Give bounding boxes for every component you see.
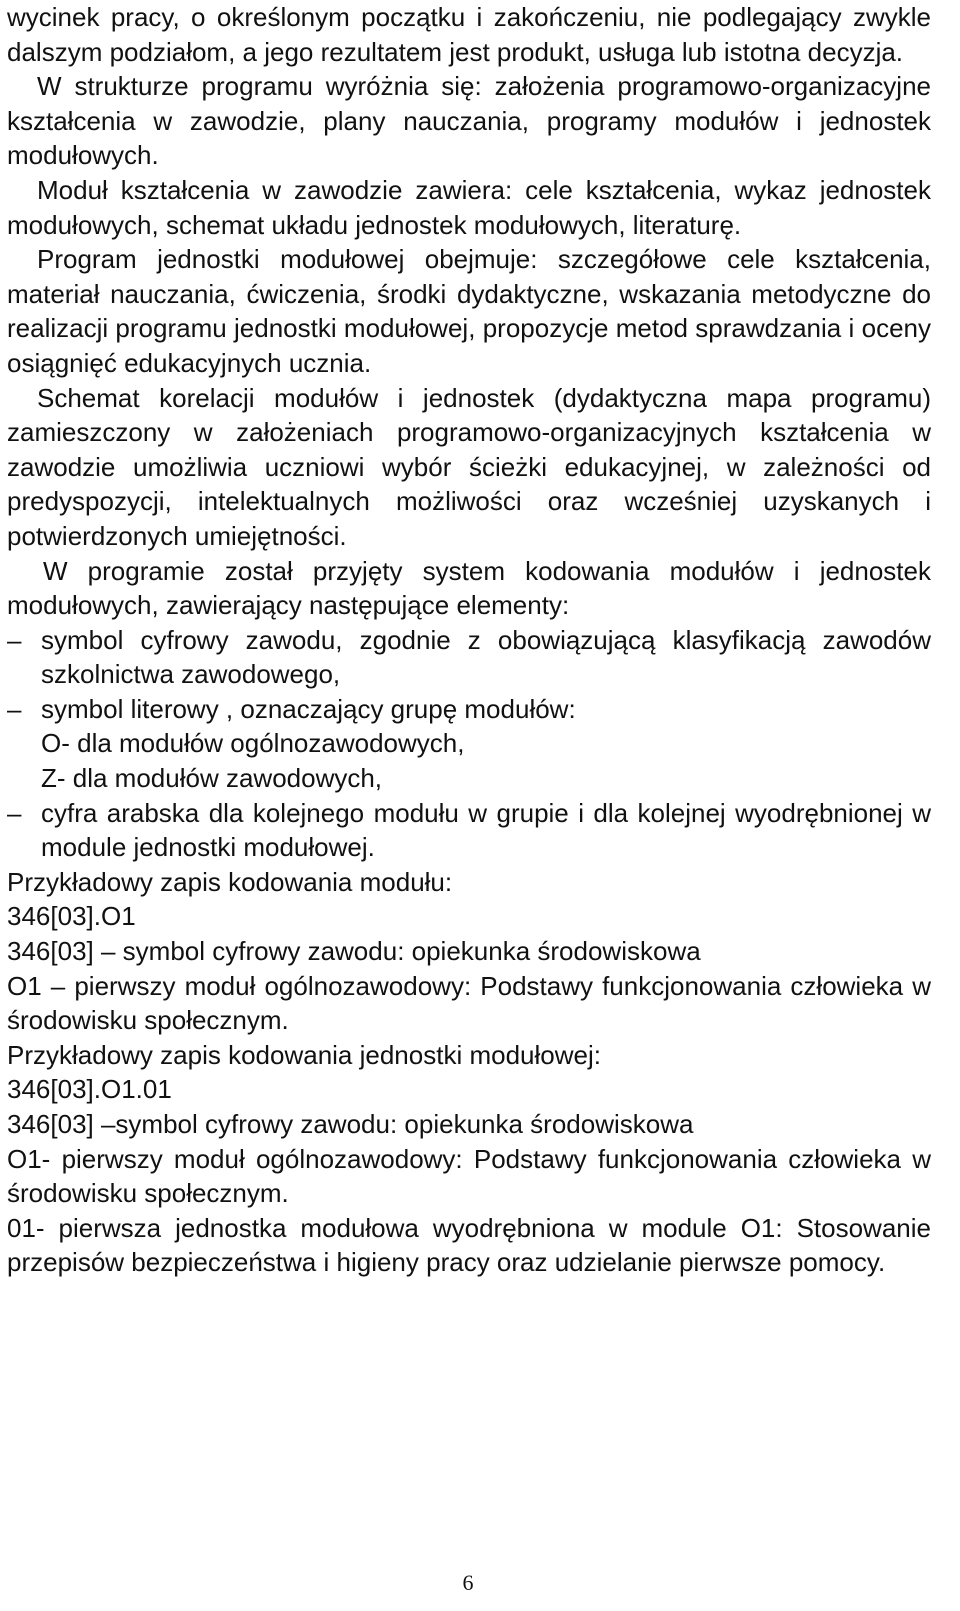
list-item-text: cyfra arabska dla kolejnego modułu w grupie i dla kolejnej wyodrębnionej w module jednostki modułowej. — [41, 797, 931, 863]
example-module-line: 346[03] – symbol cyfrowy zawodu: opiekunka środowiskowa — [7, 936, 701, 967]
example-unit-heading: Przykładowy zapis kodowania jednostki modułowej: — [7, 1039, 601, 1070]
document-body — [7, 0, 931, 1280]
paragraph-module-contents: Moduł kształcenia w zawodzie zawiera: cele kształcenia, wykaz jednostek modułowych, schemat układu jednostek modułowych, literaturę. — [7, 174, 931, 240]
example-unit-code: 346[03].O1.01 — [7, 1074, 172, 1105]
list-item — [7, 623, 931, 692]
dash-bullet: – — [7, 624, 22, 655]
example-unit-line: O1- pierwszy moduł ogólnozawodowy: Podstawy funkcjonowania człowieka w środowisku społecznym. — [7, 1143, 931, 1209]
list-item-text: symbol literowy , oznaczający grupę modułów: — [41, 693, 576, 724]
dash-bullet: – — [7, 797, 22, 828]
paragraph-coding-system: W programie został przyjęty system kodowania modułów i jednostek modułowych, zawierający następujące elementy: — [7, 555, 931, 621]
list-item — [7, 796, 931, 865]
paragraph-definition-end: wycinek pracy, o określonym początku i zakończeniu, nie podlegający zwykle dalszym podziałom, a jego rezultatem jest produkt, usługa lub istotna decyzja. — [7, 2, 931, 67]
paragraph-correlation-scheme: Schemat korelacji modułów i jednostek (dydaktyczna mapa programu) zamieszczony w założeniach programowo-organizacyjnych kształcenia w zawodzie umożliwia uczniowi wybór ścieżki edukacyjnej, w zależności od predyspozycji, intelektualnych możliwości oraz wcześniej uzyskanych i potwierdzonych umiejętności. — [7, 382, 931, 551]
example-unit-line: 01- pierwsza jednostka modułowa wyodrębniona w module O1: Stosowanie przepisów bezpieczeństwa i higieny pracy oraz udzielanie pierwsze pomocy. — [7, 1212, 931, 1278]
list-item — [7, 692, 931, 727]
example-unit-line: 346[03] –symbol cyfrowy zawodu: opiekunka środowiskowa — [7, 1109, 694, 1139]
dash-bullet: – — [7, 693, 22, 724]
example-module-code: 346[03].O1 — [7, 901, 136, 932]
sub-list-item: Z- dla modułów zawodowych, — [41, 763, 383, 794]
paragraph-unit-program: Program jednostki modułowej obejmuje: szczegółowe cele kształcenia, materiał nauczania, ćwiczenia, środki dydaktyczne, wskazania metodyczne do realizacji programu jednostki modułowej, propozycje metod sprawdzania i oceny osiągnięć edukacyjnych ucznia. — [7, 244, 931, 378]
paragraph-program-structure: W strukturze programu wyróżnia się: założenia programowo-organizacyjne kształcenia w zawodzie, plany nauczania, programy modułów i jednostek modułowych. — [7, 71, 931, 171]
list-item-text: symbol cyfrowy zawodu, zgodnie z obowiązującą klasyfikacją zawodów szkolnictwa zawodowego, — [41, 624, 931, 690]
page-number: 6 — [462, 1570, 474, 1595]
example-module-heading: Przykładowy zapis kodowania modułu: — [7, 866, 453, 897]
sub-list-item: O- dla modułów ogólnozawodowych, — [41, 728, 465, 759]
example-module-line: O1 – pierwszy moduł ogólnozawodowy: Podstawy funkcjonowania człowieka w środowisku społecznym. — [7, 970, 931, 1036]
